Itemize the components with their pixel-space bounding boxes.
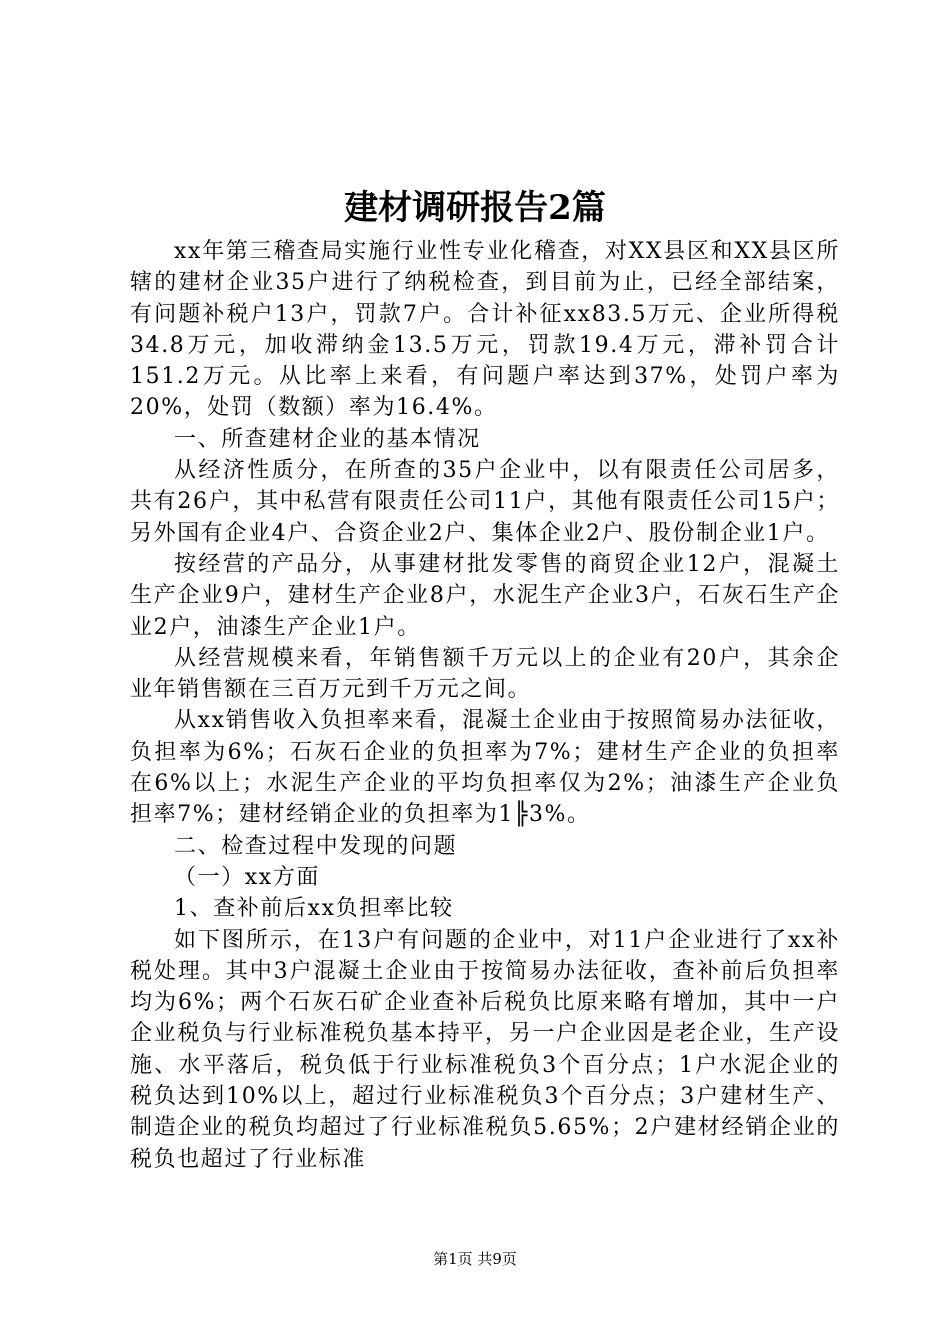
document-title: 建材调研报告2篇: [344, 188, 606, 228]
page-number-footer: 第1页 共9页: [433, 1250, 517, 1268]
section-heading-problems: 二、检查过程中发现的问题: [174, 833, 458, 859]
paragraph-product-type: 按经营的产品分，从事建材批发零售的商贸企业12户，混凝土生产企业9户，建材生产企业8户，水泥生产企业3户，石灰石生产企业2户，油漆生产企业1户。: [130, 551, 840, 640]
subsection-heading-xx: （一）xx方面: [174, 864, 321, 890]
paragraph-business-scale: 从经营规模来看，年销售额千万元以上的企业有20户，其余企业年销售额在三百万元到千万元之间。: [130, 645, 840, 703]
paragraph-economic-nature: 从经济性质分，在所查的35户企业中，以有限责任公司居多，共有26户，其中私营有限责任公司11户，其他有限责任公司15户；另外国有企业4户、合资企业2户、集体企业2户、股份制企业1户。: [130, 458, 840, 546]
subsection-heading-comparison: 1、查补前后xx负担率比较: [174, 896, 454, 922]
section-heading-basic-situation: 一、所查建材企业的基本情况: [174, 426, 481, 452]
paragraph-comparison-detail: 如下图所示，在13户有问题的企业中，对11户企业进行了xx补税处理。其中3户混凝土企业由于按简易办法征收，查补前后负担率均为6%；两个石灰石矿企业查补后税负比原来略有增加，其中一户企业税负与行业标准税负基本持平，另一户企业因是老企业，生产设施、水平落后，税负低于行业标准税负3个百分点；1户水泥企业的税负达到10%以上，超过行业标准税负3个百分点；3户建材生产、制造企业的税负均超过了行业标准税负5.65%；2户建材经销企业的税负也超过了行业标准: [130, 927, 840, 1172]
document-body: [130, 236, 840, 1175]
paragraph-tax-burden: 从xx销售收入负担率来看，混凝土企业由于按照简易办法征收，负担率为6%；石灰石企业的负担率为7%；建材生产企业的负担率在6%以上；水泥生产企业的平均负担率仅为2%；油漆生产企业负担率7%；建材经销企业的负担率为1╠3%。: [130, 708, 840, 828]
paragraph-intro: xx年第三稽查局实施行业性专业化稽查，对XX县区和XX县区所辖的建材企业35户进行了纳税检查，到目前为止，已经全部结案，有问题补税户13户，罚款7户。合计补征xx83.5万元、企业所得税34.8万元，加收滞纳金13.5万元，罚款19.4万元，滞补罚合计151.2万元。从比率上来看，有问题户率达到37%，处罚户率为20%，处罚（数额）率为16.4%。: [130, 239, 840, 421]
